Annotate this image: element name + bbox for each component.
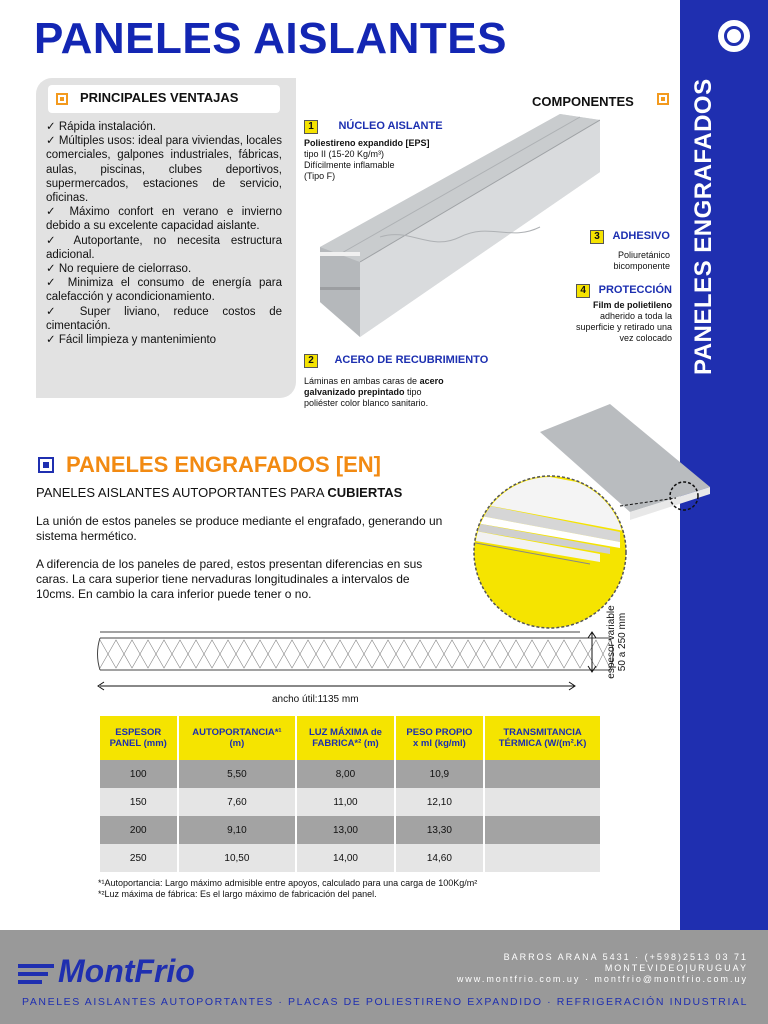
address-line: BARROS ARANA 5431 · (+598)2513 03 71 — [503, 952, 748, 962]
thickness-dimension-label: espesor variable 50 a 250 mm — [606, 605, 628, 679]
advantages-heading: PRINCIPALES VENTAJAS — [80, 90, 239, 105]
footnote: *¹Autoportancia: Largo máximo admisible entre apoyos, calculado para una carga de 100Kg/m² — [98, 878, 478, 888]
column-header: ESPESOR PANEL (mm) — [100, 716, 177, 760]
cross-section-diagram — [80, 610, 640, 710]
component-number: 3 — [590, 230, 604, 244]
panel-joint-detail — [470, 402, 710, 642]
component-title: NÚCLEO AISLANTE — [338, 120, 443, 132]
montfrio-logo: MontFrio — [18, 953, 195, 990]
table-row: 100 5,50 8,00 10,9 — [100, 760, 600, 788]
advantage-item: ✓ Fácil limpieza y mantenimiento — [46, 334, 217, 347]
component-line: superficie y retirado una — [575, 322, 672, 332]
component-line: vez colocado — [619, 333, 672, 343]
table-header-row — [100, 716, 600, 760]
component-line: Poliuretánico — [617, 250, 670, 260]
advantage-item: ✓ Rápida instalación. — [46, 121, 157, 133]
component-line: tipo II (15-20 Kg/m³) — [304, 149, 385, 159]
component-core — [304, 116, 484, 182]
component-steel — [304, 350, 534, 409]
component-number: 4 — [576, 284, 590, 298]
section-paragraph: A diferencia de los paneles de pared, estos presentan diferencias en sus caras. La cara superior tiene nervaduras longitudinales a intervalos de 10cms. En cambio la cara inferior puede tener o no. — [36, 557, 423, 601]
table-row: 150 7,60 11,00 12,10 — [100, 788, 600, 816]
logo-stripes-icon — [18, 962, 54, 986]
component-line: Difícilmente inflamable — [304, 160, 395, 170]
advantage-item: ✓ Autoportante, no necesita estructura adicional. — [46, 234, 282, 261]
contact-info — [457, 952, 748, 985]
web-email-line[interactable]: www.montfrio.com.uy · montfrio@montfrio.com.uy — [456, 974, 748, 984]
column-header: PESO PROPIO x ml (kg/ml) — [396, 716, 484, 760]
section-title: PANELES ENGRAFADOS [EN] — [66, 452, 381, 477]
component-line: (Tipo F) — [304, 171, 336, 181]
advantage-item: ✓ Minimiza el consumo de energía para calefacción y acondicionamiento. — [46, 277, 282, 304]
spec-table — [98, 716, 602, 872]
section-subtitle: PANELES AISLANTES AUTOPORTANTES PARA CUBIERTAS — [36, 485, 403, 500]
advantage-item: ✓ No requiere de cielorraso. — [46, 263, 192, 276]
component-line: bicomponente — [613, 261, 670, 271]
page-title: PANELES AISLANTES — [34, 14, 507, 63]
component-line: adherido a toda la — [599, 311, 672, 321]
component-text: tipo poliéster color blanco sanitario. — [304, 387, 429, 408]
table-row: 250 10,50 14,00 14,60 — [100, 844, 600, 872]
footnote: *²Luz máxima de fábrica: Es el largo máximo de fabricación del panel. — [98, 889, 377, 899]
component-protection — [540, 280, 672, 344]
component-title: ADHESIVO — [612, 230, 670, 242]
advantage-item: ✓ Múltiples usos: ideal para viviendas, locales comerciales, galpones industriales, fábricas, aulas, piscinas, clubes deportivos, supermercados, estaciones de servicio, oficinas. — [46, 135, 282, 205]
bullet-square-icon — [56, 93, 68, 105]
section-paragraph: La unión de estos paneles se produce mediante el engrafado, generando un sistema hermético. — [36, 514, 443, 543]
city-line: MONTEVIDEO|URUGUAY — [604, 963, 748, 973]
advantage-item: ✓ Super liviano, reduce costos de cimentación. — [46, 305, 282, 332]
component-adhesive — [540, 226, 670, 272]
column-header: LUZ MÁXIMA de FABRICA*² (m) — [297, 716, 393, 760]
column-header: TRANSMITANCIA TÉRMICA (W/(m².K) — [485, 716, 600, 760]
bullet-square-icon — [657, 93, 669, 105]
components-heading: COMPONENTES — [532, 94, 634, 109]
advantages-header — [48, 85, 280, 113]
width-dimension-label: ancho útil:1135 mm — [272, 694, 359, 705]
column-header: AUTOPORTANCIA*¹ (m) — [179, 716, 296, 760]
footer-tagline: PANELES AISLANTES AUTOPORTANTES · PLACAS DE POLIESTIRENO EXPANDIDO · REFRIGERACIÓN INDUSTRIAL — [22, 996, 749, 1008]
component-title: ACERO DE RECUBRIMIENTO — [334, 354, 489, 366]
component-material: Poliestireno expandido [EPS] — [304, 138, 430, 148]
component-text: Láminas en ambas caras de — [304, 376, 420, 386]
roof-emblem-icon — [718, 20, 750, 52]
advantage-item: ✓ Máximo confort en verano e invierno debido a su excelente capacidad aislante. — [46, 206, 282, 233]
component-title: PROTECCIÓN — [598, 284, 672, 296]
footnotes — [98, 878, 477, 900]
component-material: acero galvanizado prepintado — [304, 376, 444, 397]
component-number: 1 — [304, 120, 318, 134]
component-number: 2 — [304, 354, 318, 368]
table-row: 200 9,10 13,00 13,30 — [100, 816, 600, 844]
advantages-list — [46, 120, 282, 347]
component-material: Film de polietileno — [592, 300, 672, 310]
sidebar-title: PANELES ENGRAFADOS — [690, 78, 717, 375]
